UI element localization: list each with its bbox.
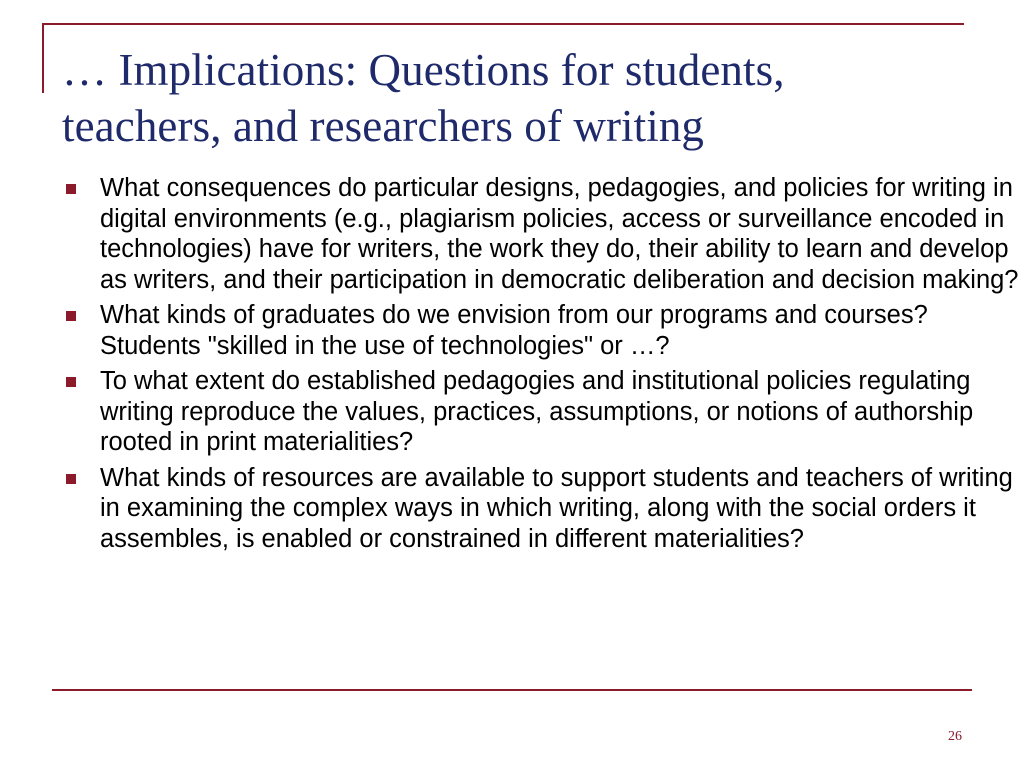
bullet-item [64,300,1020,361]
bullet-text: What kinds of graduates do we envision from our programs and courses? Students "skilled in the use of technologies" or …? [100,301,928,360]
square-bullet-icon [66,184,76,194]
left-border-line [42,23,44,93]
page-number: 26 [948,729,962,744]
bullet-text: What kinds of resources are available to support students and teachers of writing in examining the complex ways in which writing, along with the social orders it assembles, is enabled or constrained in different materialities? [100,463,1013,553]
slide-title [62,42,1002,154]
slide-title-line-2: teachers, and researchers of writing [62,101,705,151]
square-bullet-icon [66,311,76,321]
square-bullet-icon [66,474,76,484]
bullet-item [64,173,1020,295]
top-border-line [42,23,964,25]
bullet-item [64,463,1020,555]
bullet-item [64,366,1020,458]
bullet-text: To what extent do established pedagogies and institutional policies regulating writing reproduce the values, practices, assumptions, or notions of authorship rooted in print materialities? [100,367,974,456]
square-bullet-icon [66,377,76,387]
bullet-text: What consequences do particular designs, pedagogies, and policies for writing in digital environments (e.g., plagiarism policies, access or surveillance encoded in technologies) have for writers, the work they do, their ability to learn and develop as writers, and their participation in democratic deliberation and decision making? [100,174,1019,294]
bullet-list [64,173,1020,559]
slide-title-line-1: … Implications: Questions for students, [62,45,785,95]
footer-divider [52,689,972,691]
